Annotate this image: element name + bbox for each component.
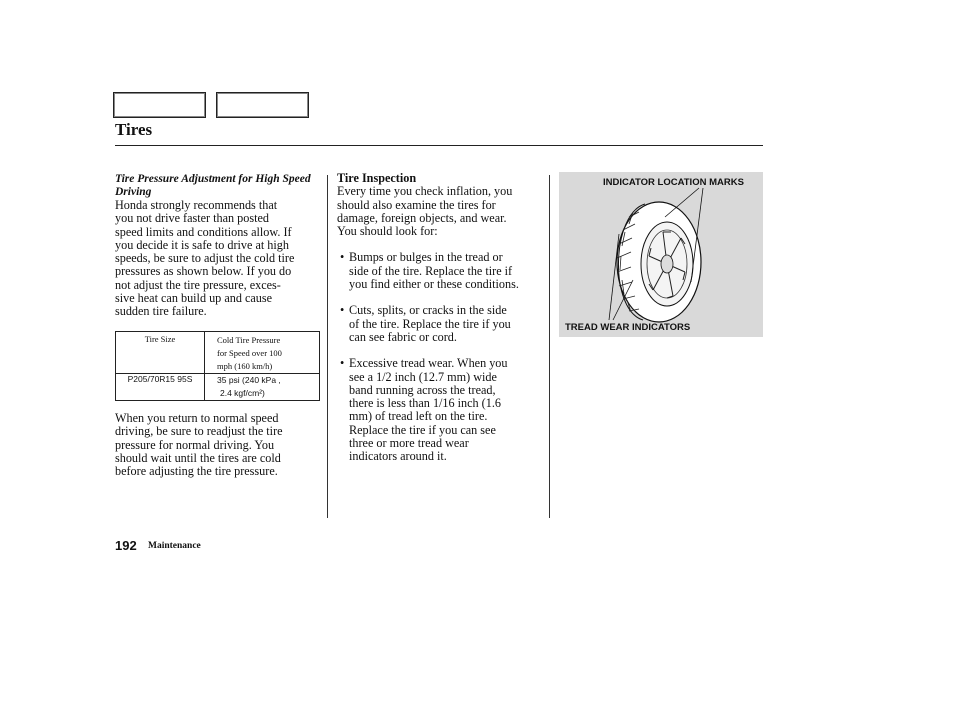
text-line: there is less than 1/16 inch (1.6	[349, 396, 501, 411]
text-line: of the tire. Replace the tire if you	[349, 316, 511, 331]
header-tab-box-2	[216, 92, 309, 118]
list-item	[337, 304, 547, 344]
text-line: damage, foreign objects, and wear.	[337, 210, 507, 225]
text-line: speeds, be sure to adjust the cold tire	[115, 251, 295, 266]
table-header-size: Tire Size	[116, 332, 205, 374]
high-speed-subhead: Tire Pressure Adjustment for High Speed Driving	[115, 173, 311, 198]
text-line: Cuts, splits, or cracks in the side	[349, 303, 507, 318]
text-line: Bumps or bulges in the tread or	[349, 250, 503, 265]
page-number: 192	[115, 538, 137, 553]
text-line: Excessive tread wear. When you	[349, 356, 508, 371]
text-line: can see fabric or cord.	[349, 329, 457, 344]
text-line: Replace the tire if you can see	[349, 422, 496, 437]
inspection-intro	[337, 185, 547, 238]
text-line: you find either or these conditions.	[349, 277, 519, 292]
tire-pressure-table	[115, 331, 320, 401]
text-line: mm) of tread left on the tire.	[349, 409, 488, 424]
bullet-symbol: •	[340, 356, 345, 371]
text-line: for Speed over 100	[217, 348, 282, 358]
middle-column	[337, 172, 547, 464]
text-line: indicators around it.	[349, 449, 447, 464]
indicator-location-marks-label: INDICATOR LOCATION MARKS	[603, 177, 744, 188]
page-title: Tires	[115, 120, 153, 139]
text-line: speed limits and conditions allow. If	[115, 224, 292, 239]
text-line: should also examine the tires for	[337, 197, 496, 212]
table-cell-pressure	[205, 374, 320, 401]
tread-wear-indicators-label: TREAD WEAR INDICATORS	[565, 322, 691, 333]
text-line: you not drive faster than posted	[115, 211, 269, 226]
text-line: sive heat can build up and cause	[115, 291, 273, 306]
text-line: you decide it is safe to drive at high	[115, 237, 289, 252]
text-line: mph (160 km/h)	[217, 361, 273, 371]
left-column	[115, 173, 325, 319]
header-tab-box-1	[113, 92, 206, 118]
column-divider-2	[549, 175, 550, 518]
text-line: You should look for:	[337, 224, 438, 239]
tire-illustration	[559, 172, 763, 337]
table-header-pressure	[205, 332, 320, 374]
readjust-paragraph	[115, 412, 325, 478]
table-cell-size: P205/70R15 95S	[116, 374, 205, 401]
text-line: see a 1/2 inch (12.7 mm) wide	[349, 369, 497, 384]
column-divider-1	[327, 175, 328, 518]
text-line: pressure for normal driving. You	[115, 437, 275, 452]
text-line: driving, be sure to readjust the tire	[115, 424, 283, 439]
high-speed-paragraph	[115, 199, 325, 319]
text-line: three or more tread wear	[349, 436, 469, 451]
table-row	[116, 374, 320, 401]
text-line: Honda strongly recommends that	[115, 198, 278, 212]
text-line: Every time you check inflation, you	[337, 184, 513, 199]
text-line: before adjusting the tire pressure.	[115, 464, 278, 479]
text-line: 35 psi (240 kPa ,	[217, 375, 281, 385]
text-line: band running across the tread,	[349, 382, 496, 397]
table-header-row	[116, 332, 320, 374]
title-rule	[115, 145, 763, 146]
list-item	[337, 251, 547, 291]
text-line: sudden tire failure.	[115, 304, 207, 319]
bullet-symbol: •	[340, 250, 345, 265]
text-line: 2.4 kgf/cm²)	[220, 388, 265, 398]
tire-inspection-subhead: Tire Inspection	[337, 171, 417, 185]
text-line: pressures as shown below. If you do	[115, 264, 292, 279]
tire-wear-figure	[559, 172, 763, 337]
text-line: should wait until the tires are cold	[115, 450, 281, 465]
section-name: Maintenance	[148, 541, 201, 551]
list-item	[337, 357, 547, 463]
text-line: not adjust the tire pressure, exces-	[115, 277, 281, 292]
text-line: side of the tire. Replace the tire if	[349, 263, 513, 278]
text-line: Cold Tire Pressure	[217, 335, 281, 345]
text-line: When you return to normal speed	[115, 411, 279, 425]
bullet-symbol: •	[340, 303, 345, 318]
